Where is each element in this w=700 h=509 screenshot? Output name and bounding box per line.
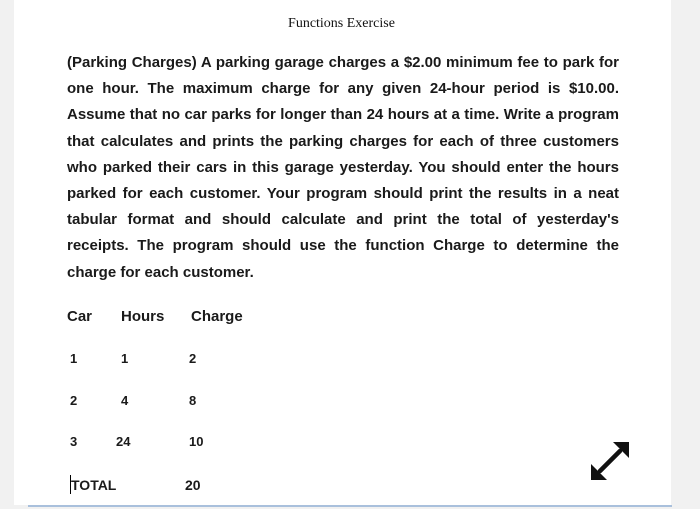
header-hours: Hours xyxy=(121,308,165,325)
expand-icon[interactable] xyxy=(589,440,631,482)
row-2-hours: 4 xyxy=(121,393,129,408)
row-3-hours: 24 xyxy=(116,434,131,449)
row-3-charge: 10 xyxy=(189,434,204,449)
row-1-car: 1 xyxy=(70,351,78,366)
document-title: Functions Exercise xyxy=(288,16,395,31)
row-3-car: 3 xyxy=(70,434,78,449)
page-bottom-divider xyxy=(28,505,672,507)
row-1-hours: 1 xyxy=(121,351,129,366)
exercise-paragraph: (Parking Charges) A parking garage charges a $2.00 minimum fee to park for one hour. The maximum charge for any given 24-hour period is $10.00. Assume that no car parks for longer than 24 hours at a time. Write a program that calculates and prints the parking charges for each of three customers who parked their cars in this garage yesterday. You should enter the hours parked for each customer. Your program should print the results in a neat tabular format and should calculate and print the total of yesterday's receipts. The program should use the function Charge to determine the charge for each customer. xyxy=(67,54,619,281)
total-value: 20 xyxy=(185,477,201,493)
header-car: Car xyxy=(67,308,93,325)
header-charge: Charge xyxy=(191,308,243,325)
row-1-charge: 2 xyxy=(189,351,197,366)
total-label: TOTAL xyxy=(71,477,117,493)
row-2-charge: 8 xyxy=(189,393,197,408)
row-2-car: 2 xyxy=(70,393,78,408)
